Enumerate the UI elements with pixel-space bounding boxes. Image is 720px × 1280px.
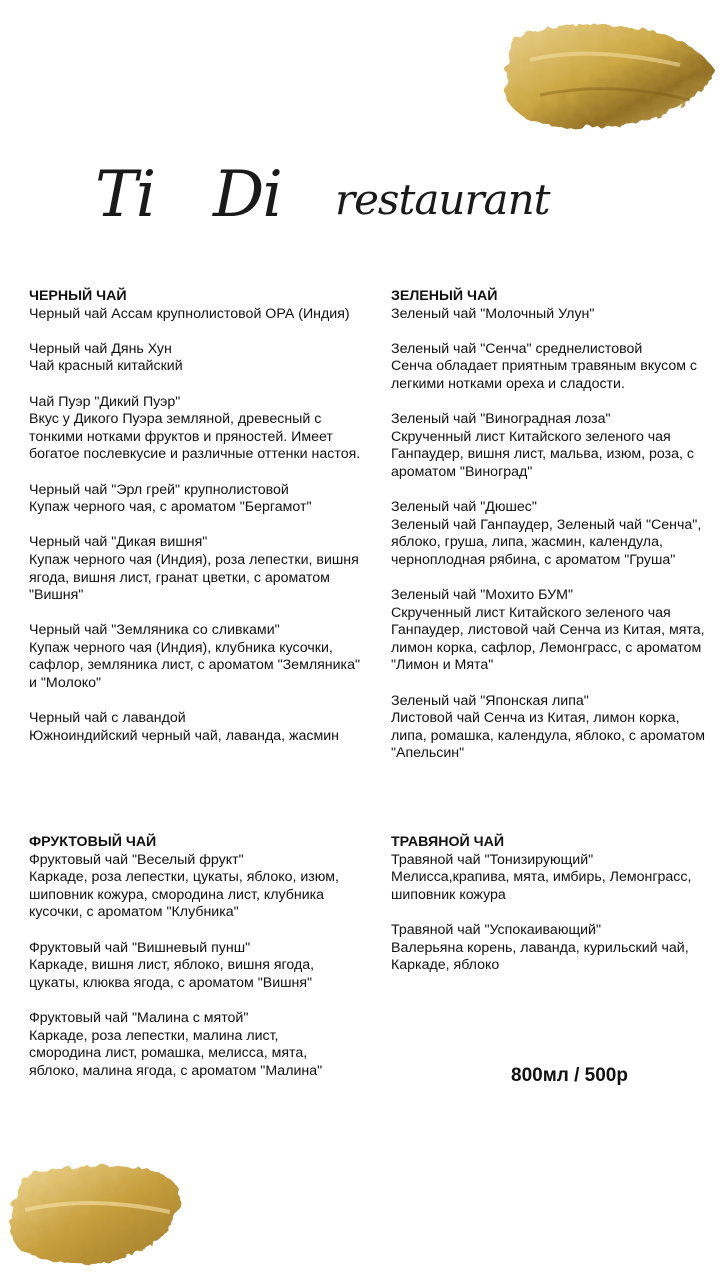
gold-brush-decoration-top bbox=[490, 10, 720, 140]
item-name: Зеленый чай "Дюшес" bbox=[391, 499, 537, 516]
svg-text:Ti: Ti bbox=[95, 158, 155, 232]
item-description: Мелисса,крапива, мята, имбирь, Лемонграсс, шиповник кожура bbox=[391, 869, 692, 903]
menu-item bbox=[29, 306, 364, 324]
item-name: Черный чай "Земляника со сливками" bbox=[29, 622, 280, 639]
restaurant-logo bbox=[95, 158, 615, 238]
item-name: Черный чай "Дикая вишня" bbox=[29, 534, 208, 551]
item-name: Фруктовый чай "Малина с мятой" bbox=[29, 1009, 249, 1026]
item-description: Валерьяна корень, лаванда, курильский чай, Каркаде, яблоко bbox=[391, 939, 689, 974]
section-title: ЧЕРНЫЙ ЧАЙ bbox=[29, 288, 127, 304]
item-description: Купаж черного чая, с ароматом "Бергамот" bbox=[29, 499, 312, 516]
menu-item bbox=[391, 306, 713, 324]
item-name: Зеленый чай "Сенча" среднелистовой bbox=[391, 340, 643, 357]
svg-text:restaurant: restaurant bbox=[335, 175, 550, 224]
menu-item bbox=[29, 622, 364, 692]
item-description: Каркаде, роза лепестки, цукаты, яблоко, изюм, шиповник кожура, смородина лист, клубника кусочки, с ароматом "Клубника" bbox=[29, 869, 339, 921]
menu-item bbox=[391, 587, 713, 675]
item-name: Травяной чай "Успокаивающий" bbox=[391, 921, 602, 938]
section-herbal-tea bbox=[391, 834, 713, 992]
item-description: Скрученный лист Китайского зеленого чая Ганпаудер, вишня лист, мальва, изюм, роза, с ароматом "Виноград" bbox=[391, 428, 695, 480]
item-description: Каркаде, роза лепестки, малина лист, смородина лист, ромашка, мелисса, мята, яблоко, малина ягода, с ароматом "Малина" bbox=[29, 1027, 323, 1079]
item-description: Каркаде, вишня лист, яблоко, вишня ягода, цукаты, клюква ягода, с ароматом "Вишня" bbox=[29, 957, 315, 991]
menu-item bbox=[391, 341, 713, 394]
item-description: Сенча обладает приятным травяным вкусом с легкими нотками ореха и сладости. bbox=[391, 358, 698, 392]
price-label: 800мл / 500р bbox=[511, 1065, 628, 1086]
section-title: ФРУКТОВЫЙ ЧАЙ bbox=[29, 834, 157, 850]
menu-item bbox=[391, 852, 713, 905]
item-description: Купаж черного чая (Индия), роза лепестки, вишня ягода, вишня лист, гранат цветки, с ароматом "Вишня" bbox=[29, 551, 359, 604]
menu-item bbox=[29, 534, 364, 604]
item-name: Травяной чай "Тонизирующий" bbox=[391, 851, 594, 868]
section-fruit-tea bbox=[29, 834, 339, 1098]
item-name: Зеленый чай "Японская липа" bbox=[391, 692, 589, 709]
gold-brush-decoration-bottom bbox=[0, 1150, 190, 1275]
item-description: Скрученный лист Китайского зеленого чая Ганпаудер, листовой чай Сенча из Китая, мята, лимон корка, сафлор, Лемонграсс, с ароматом "Лимон и Мята" bbox=[391, 604, 705, 674]
item-name: Черный чай Дянь Хун bbox=[29, 340, 172, 357]
item-name: Черный чай с лавандой bbox=[29, 710, 186, 727]
menu-item bbox=[391, 922, 713, 975]
menu-item bbox=[29, 852, 339, 922]
item-name: Черный чай "Эрл грей" крупнолистовой bbox=[29, 481, 289, 498]
item-name: Фруктовый чай "Вишневый пунш" bbox=[29, 939, 251, 956]
item-name: Черный чай Ассам крупнолистовой ОРА (Индия) bbox=[29, 305, 350, 322]
item-name: Зеленый чай "Мохито БУМ" bbox=[391, 587, 573, 604]
item-name: Фруктовый чай "Веселый фрукт" bbox=[29, 851, 244, 868]
item-description: Купаж черного чая (Индия), клубника кусочки, сафлор, земляника лист, с ароматом "Земляника" и "Молоко" bbox=[29, 639, 360, 692]
item-name: Чай Пуэр "Дикий Пуэр" bbox=[29, 393, 181, 410]
menu-item bbox=[29, 482, 364, 517]
item-name: Зеленый чай "Виноградная лоза" bbox=[391, 411, 611, 428]
item-description: Вкус у Дикого Пуэра земляной, древесный с тонкими нотками фруктов и пряностей. Имеет богатое послевкусие и различные оттенки настоя. bbox=[29, 411, 361, 463]
item-description: Южноиндийский черный чай, лаванда, жасмин bbox=[29, 727, 340, 744]
item-description: Чай красный китайский bbox=[29, 358, 183, 375]
menu-item bbox=[29, 394, 364, 464]
menu-item bbox=[391, 693, 713, 763]
section-title: ЗЕЛЕНЫЙ ЧАЙ bbox=[391, 288, 498, 304]
menu-item bbox=[29, 341, 364, 376]
item-description: Листовой чай Сенча из Китая, лимон корка, липа, ромашка, календула, яблоко, с ароматом "Апельсин" bbox=[391, 710, 705, 762]
menu-item bbox=[29, 940, 339, 993]
menu-item bbox=[391, 411, 713, 481]
svg-text:Di: Di bbox=[213, 158, 281, 232]
section-green-tea bbox=[391, 288, 713, 781]
menu-item bbox=[29, 710, 364, 745]
section-black-tea bbox=[29, 288, 364, 763]
item-description: Зеленый чай Ганпаудер, Зеленый чай "Сенча", яблоко, груша, липа, жасмин, календула, черноплодная рябина, с ароматом "Груша" bbox=[391, 516, 702, 568]
menu-item bbox=[29, 1010, 339, 1080]
item-name: Зеленый чай "Молочный Улун" bbox=[391, 305, 595, 322]
section-title: ТРАВЯНОЙ ЧАЙ bbox=[391, 834, 505, 850]
menu-item bbox=[391, 499, 713, 569]
